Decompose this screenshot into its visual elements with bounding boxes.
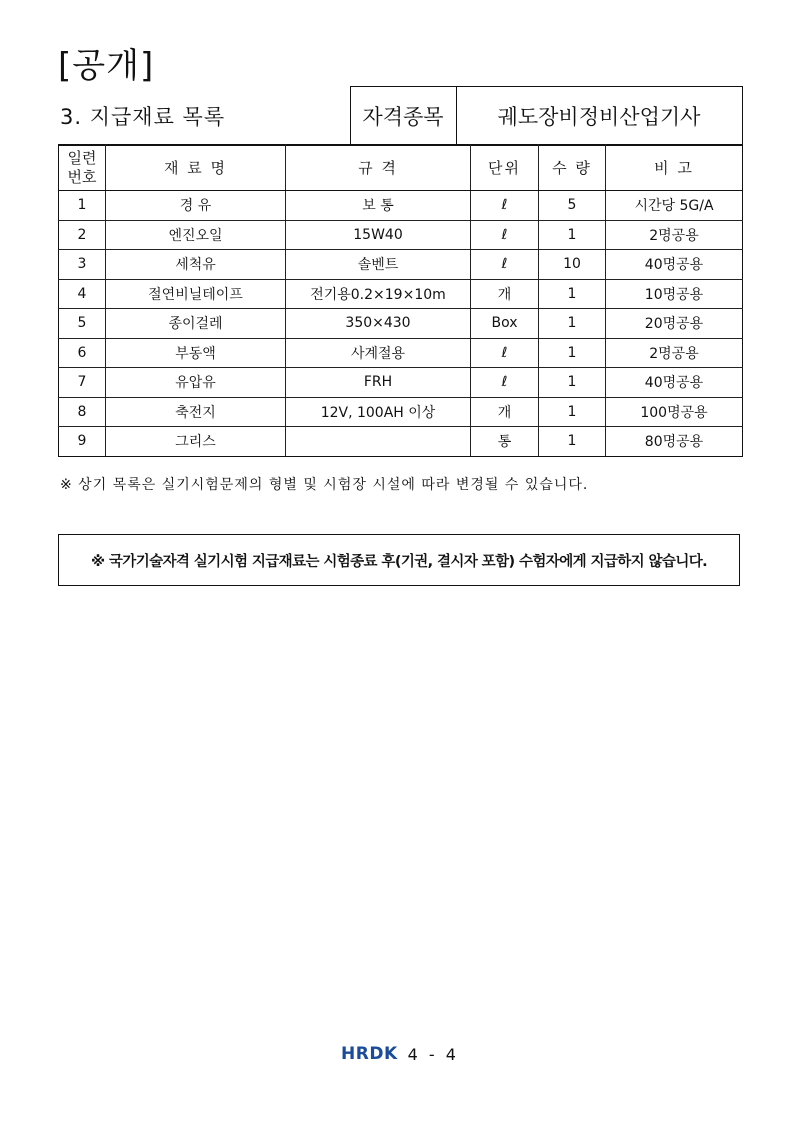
page-number: 4 - 4 <box>407 1044 459 1064</box>
cell-unit: ℓ <box>471 191 539 221</box>
cell-name: 종이걸레 <box>106 309 286 339</box>
table-row <box>59 220 743 250</box>
cell-qty: 1 <box>539 309 606 339</box>
cell-name: 그리스 <box>106 427 286 457</box>
cell-remark: 40명공용 <box>606 368 743 398</box>
cell-name: 부동액 <box>106 338 286 368</box>
cell-qty: 5 <box>539 191 606 221</box>
col-header-qty: 수 량 <box>539 145 606 191</box>
cell-remark: 2명공용 <box>606 338 743 368</box>
cell-spec: FRH <box>286 368 471 398</box>
cell-no: 1 <box>59 191 106 221</box>
cell-no: 6 <box>59 338 106 368</box>
cell-spec <box>286 427 471 457</box>
cell-spec: 사계절용 <box>286 338 471 368</box>
cell-unit: ℓ <box>471 220 539 250</box>
table-row <box>59 427 743 457</box>
cell-name: 경 유 <box>106 191 286 221</box>
cell-qty: 1 <box>539 368 606 398</box>
col-header-no: 일련 번호 <box>59 145 106 191</box>
table-row <box>59 279 743 309</box>
table-row <box>59 338 743 368</box>
notice-box <box>58 534 740 586</box>
cell-name: 엔진오일 <box>106 220 286 250</box>
cell-spec: 솔벤트 <box>286 250 471 280</box>
cell-name: 축전지 <box>106 397 286 427</box>
table-row <box>59 309 743 339</box>
cell-spec: 보 통 <box>286 191 471 221</box>
col-header-name: 재 료 명 <box>106 145 286 191</box>
cell-remark: 100명공용 <box>606 397 743 427</box>
cell-remark: 20명공용 <box>606 309 743 339</box>
cell-unit: 개 <box>471 397 539 427</box>
notice-text: ※ 국가기술자격 실기시험 지급재료는 시험종료 후(기권, 결시자 포함) 수험자에게 지급하지 않습니다. <box>90 553 708 570</box>
table-row <box>59 250 743 280</box>
cell-unit: 통 <box>471 427 539 457</box>
section-title: 3. 지급재료 목록 <box>58 87 350 146</box>
public-label: [공개] <box>58 46 155 86</box>
table-row <box>59 397 743 427</box>
cell-no: 9 <box>59 427 106 457</box>
col-header-remark: 비 고 <box>606 145 743 191</box>
qualification-label: 자격종목 <box>350 87 456 146</box>
cell-spec: 12V, 100AH 이상 <box>286 397 471 427</box>
col-header-unit: 단위 <box>471 145 539 191</box>
col-header-spec: 규 격 <box>286 145 471 191</box>
header-table <box>58 86 743 146</box>
qualification-name: 궤도장비정비산업기사 <box>456 87 742 146</box>
cell-remark: 40명공용 <box>606 250 743 280</box>
page-footer <box>0 1044 800 1064</box>
table-header-row <box>59 145 743 191</box>
cell-unit: ℓ <box>471 338 539 368</box>
cell-no: 8 <box>59 397 106 427</box>
cell-remark: 80명공용 <box>606 427 743 457</box>
cell-spec: 350×430 <box>286 309 471 339</box>
cell-unit: 개 <box>471 279 539 309</box>
cell-qty: 1 <box>539 427 606 457</box>
cell-qty: 1 <box>539 397 606 427</box>
cell-qty: 1 <box>539 338 606 368</box>
table-row <box>59 191 743 221</box>
cell-name: 유압유 <box>106 368 286 398</box>
cell-unit: ℓ <box>471 368 539 398</box>
cell-qty: 1 <box>539 220 606 250</box>
table-row <box>59 368 743 398</box>
cell-no: 3 <box>59 250 106 280</box>
cell-name: 절연비닐테이프 <box>106 279 286 309</box>
cell-remark: 시간당 5G/A <box>606 191 743 221</box>
cell-name: 세척유 <box>106 250 286 280</box>
cell-no: 2 <box>59 220 106 250</box>
cell-remark: 2명공용 <box>606 220 743 250</box>
cell-spec: 전기용0.2×19×10m <box>286 279 471 309</box>
cell-no: 4 <box>59 279 106 309</box>
cell-qty: 10 <box>539 250 606 280</box>
cell-unit: Box <box>471 309 539 339</box>
hrdk-logo: HRDK <box>341 1044 398 1064</box>
cell-remark: 10명공용 <box>606 279 743 309</box>
cell-qty: 1 <box>539 279 606 309</box>
materials-table <box>58 144 743 457</box>
cell-no: 7 <box>59 368 106 398</box>
change-note: ※ 상기 목록은 실기시험문제의 형별 및 시험장 시설에 따라 변경될 수 있습니다. <box>60 477 589 493</box>
cell-spec: 15W40 <box>286 220 471 250</box>
cell-unit: ℓ <box>471 250 539 280</box>
cell-no: 5 <box>59 309 106 339</box>
